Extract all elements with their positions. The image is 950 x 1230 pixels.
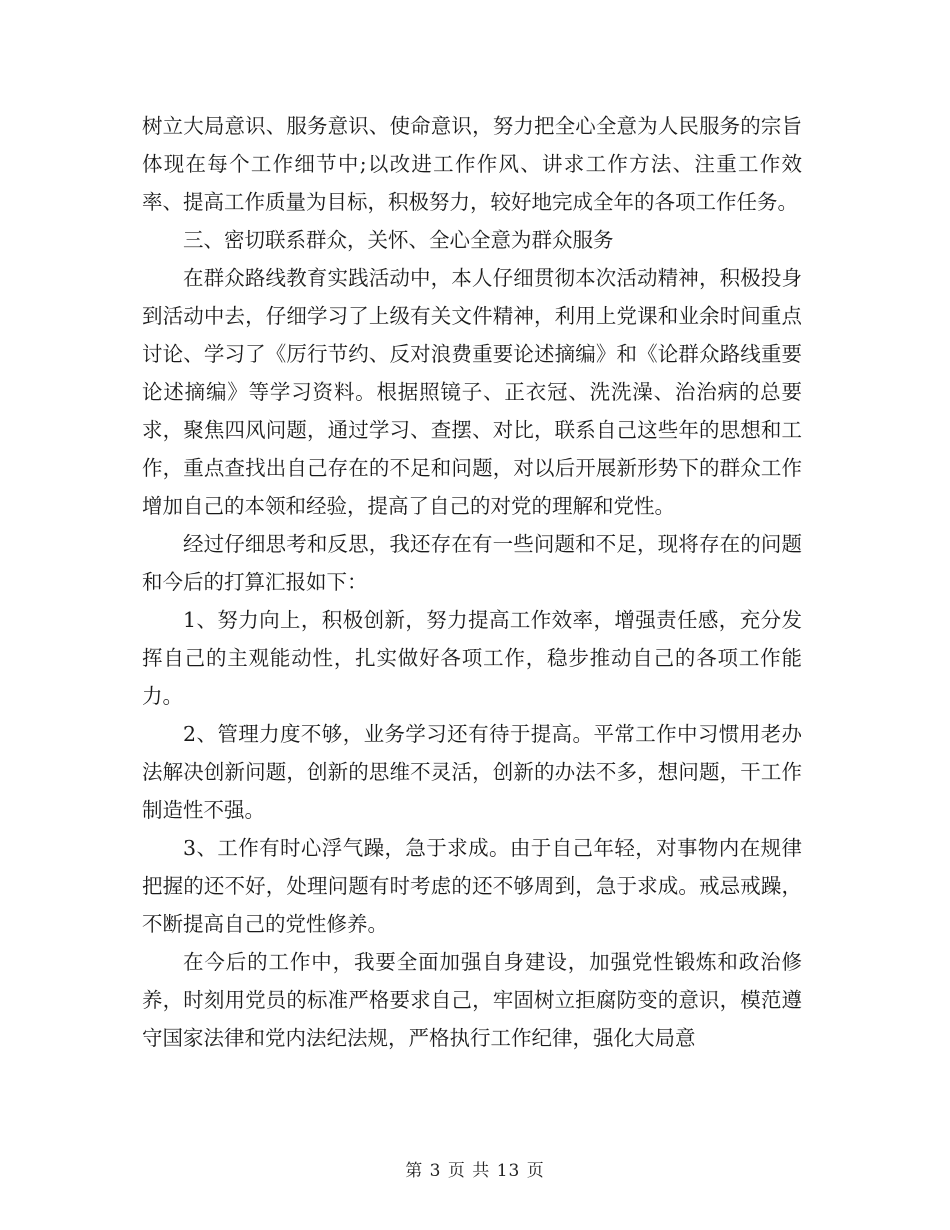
paragraph-continuation: 树立大局意识、服务意识、使命意识，努力把全心全意为人民服务的宗旨体现在每个工作细节中;以改进工作作风、讲求工作方法、注重工作效率、提高工作质量为目标，积极努力，较好地完成全年的各项工作任务。 [142,114,802,214]
document-body [142,107,802,1057]
list-item: 2、管理力度不够，业务学习还有待于提高。平常工作中习惯用老办法解决创新问题，创新的思维不灵活，创新的办法不多，想问题，干工作制造性不强。 [142,722,802,822]
section-heading: 三、密切联系群众，关怀、全心全意为群众服务 [183,228,614,252]
list-item: 3、工作有时心浮气躁，急于求成。由于自己年轻，对事物内在规律把握的还不好，处理问题有时考虑的还不够周到，急于求成。戒忌戒躁，不断提高自己的党性修养。 [142,836,802,936]
paragraph: 在今后的工作中，我要全面加强自身建设，加强党性锻炼和政治修养，时刻用党员的标准严格要求自己，牢固树立拒腐防变的意识，模范遵守国家法律和党内法纪法规，严格执行工作纪律，强化大局意 [142,950,802,1050]
paragraph: 在群众路线教育实践活动中，本人仔细贯彻本次活动精神，积极投身到活动中去，仔细学习了上级有关文件精神，利用上党课和业余时间重点讨论、学习了《厉行节约、反对浪费重要论述摘编》和《论群众路线重要论述摘编》等学习资料。根据照镜子、正衣冠、洗洗澡、治治病的总要求，聚焦四风问题，通过学习、查摆、对比，联系自己这些年的思想和工作，重点查找出自己存在的不足和问题，对以后开展新形势下的群众工作增加自己的本领和经验，提高了自己的对党的理解和党性。 [142,266,802,518]
paragraph: 经过仔细思考和反思，我还存在有一些问题和不足，现将存在的问题和今后的打算汇报如下： [142,532,802,594]
list-item: 1、努力向上，积极创新，努力提高工作效率，增强责任感，充分发挥自己的主观能动性，扎实做好各项工作，稳步推动自己的各项工作能力。 [142,608,802,708]
page-number-footer: 第 3 页 共 13 页 [405,1161,545,1181]
